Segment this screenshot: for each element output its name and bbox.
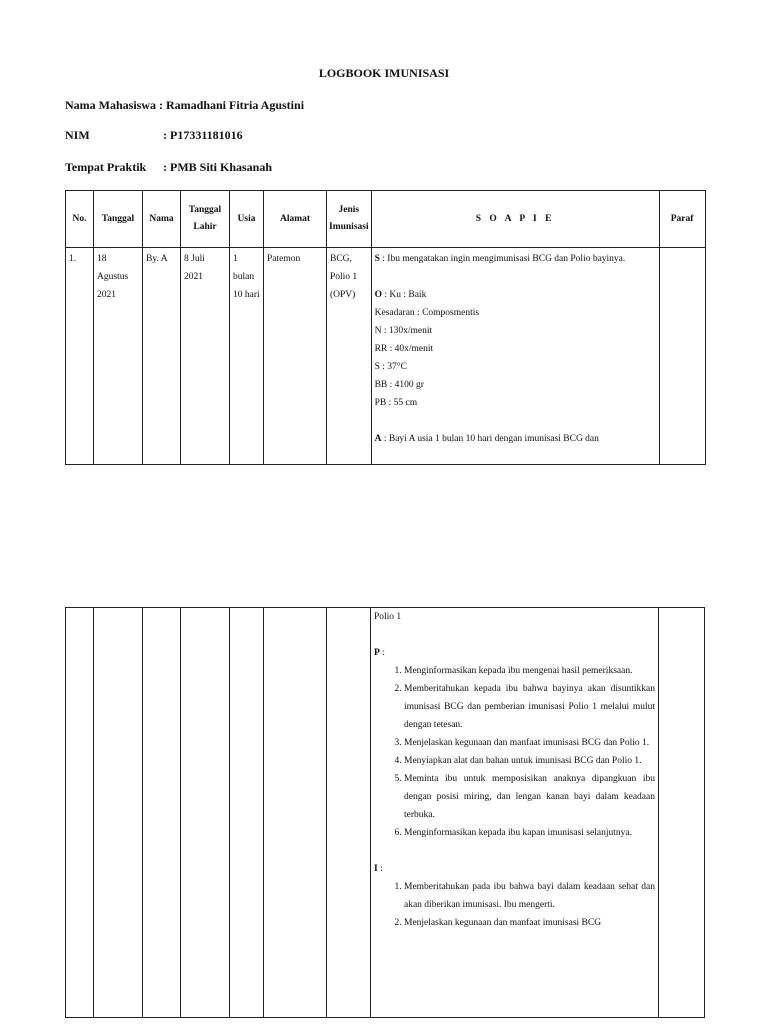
cell-tanggal: 18 Agustus 2021	[94, 248, 143, 465]
soap-o-line: N : 130x/menit	[374, 326, 433, 336]
cell-soapie	[371, 608, 659, 1018]
soap-a-continued: Polio 1	[374, 612, 402, 622]
cell-no: 1.	[66, 248, 94, 465]
nim-value: : P17331181016	[163, 128, 243, 142]
header-tanggal: Tanggal	[94, 191, 143, 248]
nim-line	[65, 128, 243, 143]
cell-paraf	[659, 608, 705, 1018]
cell-alamat: Patemon	[264, 248, 327, 465]
soap-i-list	[374, 878, 655, 932]
soap-o-text: : Ku : Baik	[381, 290, 427, 300]
list-item: 3. Menjelaskan kegunaan dan manfaat imunisasi BCG dan Polio 1.	[404, 734, 655, 752]
table-row	[66, 248, 706, 465]
header-usia: Usia	[230, 191, 264, 248]
soap-i	[374, 860, 655, 878]
list-item: 1. Memberitahukan pada ibu bahwa bayi dalam keadaan sehat dan akan diberikan imunisasi. Ibu mengerti.	[404, 878, 655, 914]
cell-tanggal	[94, 608, 143, 1018]
soap-o-line: Kesadaran : Composmentis	[374, 308, 480, 318]
cell-usia	[230, 608, 264, 1018]
table-row	[66, 608, 705, 1018]
soap-a-text: : Bayi A usia 1 bulan 10 hari dengan imunisasi BCG dan	[381, 434, 599, 444]
soap-o-line: BB : 4100 gr	[374, 380, 424, 390]
student-name-line: Nama Mahasiswa : Ramadhani Fitria Agustini	[65, 98, 305, 112]
soap-p-label: P	[374, 648, 380, 658]
cell-paraf	[659, 248, 705, 465]
header-soapie: S O A P I E	[371, 191, 659, 248]
soap-p-colon: :	[379, 648, 385, 658]
cell-jenis-imunisasi	[327, 608, 371, 1018]
list-item: 4. Menyiapkan alat dan bahan untuk imunisasi BCG dan Polio 1.	[404, 752, 655, 770]
list-item: 6. Menginformasikan kepada ibu kapan imunisasi selanjutnya.	[404, 824, 655, 842]
header-nama: Nama	[143, 191, 181, 248]
soap-i-colon: :	[377, 864, 383, 874]
practice-place-label: Tempat Praktik	[65, 160, 147, 174]
list-item: 2. Menjelaskan kegunaan dan manfaat imunisasi BCG	[404, 914, 655, 932]
header-tanggal-lahir: Tanggal Lahir	[181, 191, 230, 248]
practice-place-value: : PMB Siti Khasanah	[163, 160, 273, 174]
list-item: 5. Meminta ibu untuk memposisikan anaknya dipangkuan ibu dengan posisi miring, dan lengan kanan bayi dalam keadaan terbuka.	[404, 770, 655, 824]
list-item: 1. Menginformasikan kepada ibu mengenai hasil pemeriksaan.	[404, 662, 655, 680]
cell-alamat	[264, 608, 327, 1018]
soap-p	[374, 644, 655, 662]
soap-a-label: A	[374, 434, 382, 444]
logbook-table-part2	[65, 607, 705, 1018]
table-header-row	[66, 191, 706, 248]
soap-s	[375, 250, 656, 268]
cell-tanggal-lahir: 8 Juli 2021	[181, 248, 230, 465]
practice-place-line	[65, 160, 272, 175]
document-title: LOGBOOK IMUNISASI	[318, 66, 450, 80]
cell-nama	[143, 608, 181, 1018]
cell-soapie	[371, 248, 659, 465]
header-alamat: Alamat	[264, 191, 327, 248]
soap-p-list	[374, 662, 655, 842]
soap-o-line: PB : 55 cm	[374, 398, 418, 408]
cell-usia: 1 bulan 10 hari	[230, 248, 264, 465]
header-paraf: Paraf	[659, 191, 705, 248]
header-jenis-imunisasi: Jenis Imunisasi	[327, 191, 372, 248]
soap-s-label: S	[374, 254, 380, 264]
logbook-table-part1	[65, 190, 706, 465]
soap-o-line: RR : 40x/menit	[374, 344, 434, 354]
header-no: No.	[66, 191, 94, 248]
list-item: 2. Memberitahukan kepada ibu bahwa bayinya akan disuntikkan imunisasi BCG dan pemberian imunisasi Polio 1 melalui mulut dengan tetesan.	[404, 680, 655, 734]
soap-a	[375, 430, 656, 448]
soap-o-label: O	[374, 290, 382, 300]
soap-o	[375, 286, 656, 304]
soap-o-line: S : 37°C	[374, 362, 407, 372]
cell-jenis-imunisasi: BCG, Polio 1 (OPV)	[327, 248, 372, 465]
soap-i-label: I	[374, 864, 378, 874]
nim-label: NIM	[65, 128, 90, 142]
cell-tanggal-lahir	[181, 608, 230, 1018]
cell-no	[66, 608, 94, 1018]
soap-s-text: : Ibu mengatakan ingin mengimunisasi BCG dan Polio bayinya.	[379, 254, 626, 264]
cell-nama: By. A	[143, 248, 181, 465]
